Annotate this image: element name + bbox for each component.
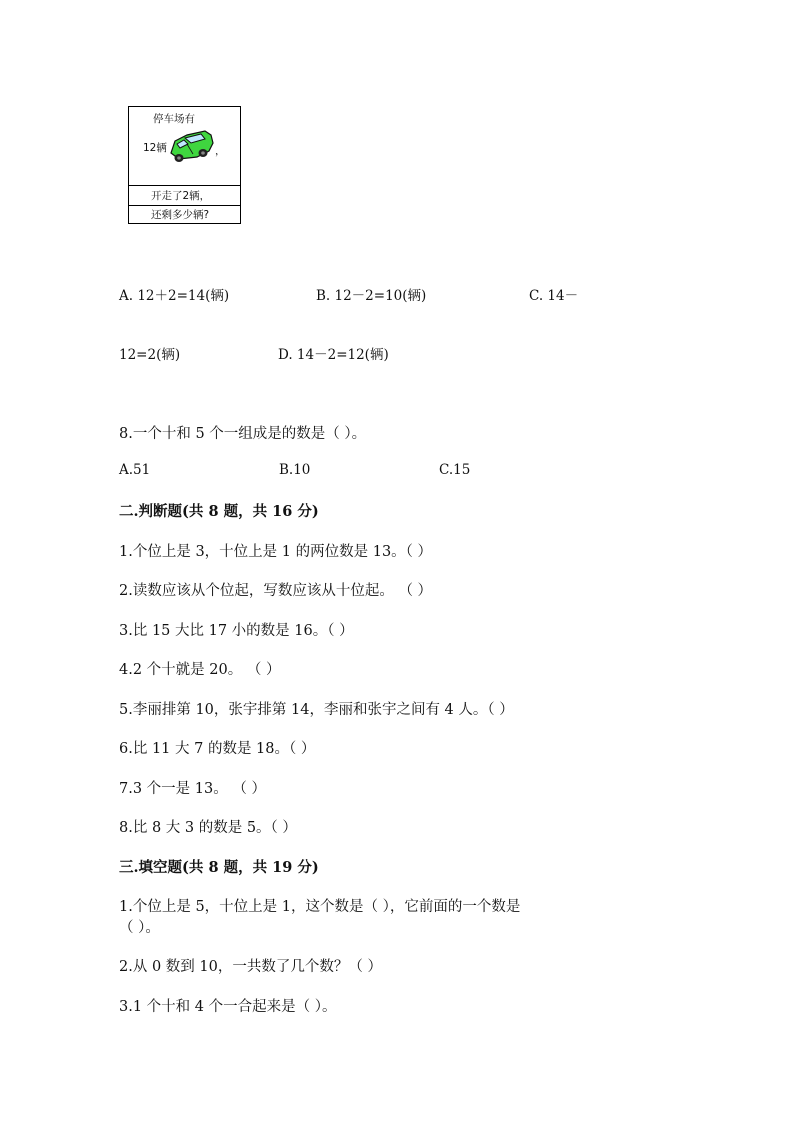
figure-bottom-cell xyxy=(129,205,240,224)
judge-item-1: 1.个位上是 3，十位上是 1 的两位数是 13。（ ） xyxy=(119,544,433,560)
figure-line3: 还剩多少辆? xyxy=(151,209,210,221)
figure-line1: 停车场有 xyxy=(153,113,195,125)
q8-option-b: B.10 xyxy=(279,462,311,478)
q8-option-c: C.15 xyxy=(439,462,471,478)
section3-title: 三.填空题(共 8 题，共 19 分) xyxy=(119,859,319,876)
fill-item-1-line2: （ ）。 xyxy=(119,920,160,936)
fill-item-2: 2.从 0 数到 10，一共数了几个数？（ ） xyxy=(119,959,382,975)
judge-item-2: 2.读数应该从个位起，写数应该从十位起。 （ ） xyxy=(119,583,433,599)
figure-comma: ， xyxy=(215,145,226,157)
figure-middle-cell xyxy=(129,185,240,206)
judge-item-8: 8.比 8 大 3 的数是 5。（ ） xyxy=(119,820,297,836)
judge-item-7: 7.3 个一是 13。 （ ） xyxy=(119,781,266,797)
fill-item-1-line1: 1.个位上是 5，十位上是 1，这个数是（ ），它前面的一个数是 xyxy=(119,899,521,915)
word-problem-figure xyxy=(128,106,241,224)
q8-option-a: A.51 xyxy=(119,462,151,478)
judge-item-5: 5.李丽排第 10，张宇排第 14，李丽和张宇之间有 4 人。（ ） xyxy=(119,702,514,718)
q7-option-a: A. 12＋2=14(辆) xyxy=(119,288,230,304)
judge-item-4: 4.2 个十就是 20。 （ ） xyxy=(119,662,281,678)
car-icon xyxy=(167,127,215,165)
figure-line2: 开走了2辆， xyxy=(151,190,211,202)
fill-item-3: 3.1 个十和 4 个一合起来是（ ）。 xyxy=(119,999,337,1015)
q7-option-c-continued: 12=2(辆) xyxy=(119,347,181,363)
q7-option-d: D. 14－2=12(辆) xyxy=(278,347,389,363)
judge-item-6: 6.比 11 大 7 的数是 18。（ ） xyxy=(119,741,316,757)
q7-option-c: C. 14－ xyxy=(529,288,579,304)
figure-count: 12辆 xyxy=(143,142,167,154)
figure-top-cell xyxy=(129,107,240,186)
judge-item-3: 3.比 15 大比 17 小的数是 16。（ ） xyxy=(119,623,354,639)
section2-title: 二.判断题(共 8 题，共 16 分) xyxy=(119,503,319,520)
q7-option-b: B. 12－2=10(辆) xyxy=(316,288,427,304)
q8-text: 8.一个十和 5 个一组成是的数是（ ）。 xyxy=(119,426,367,442)
